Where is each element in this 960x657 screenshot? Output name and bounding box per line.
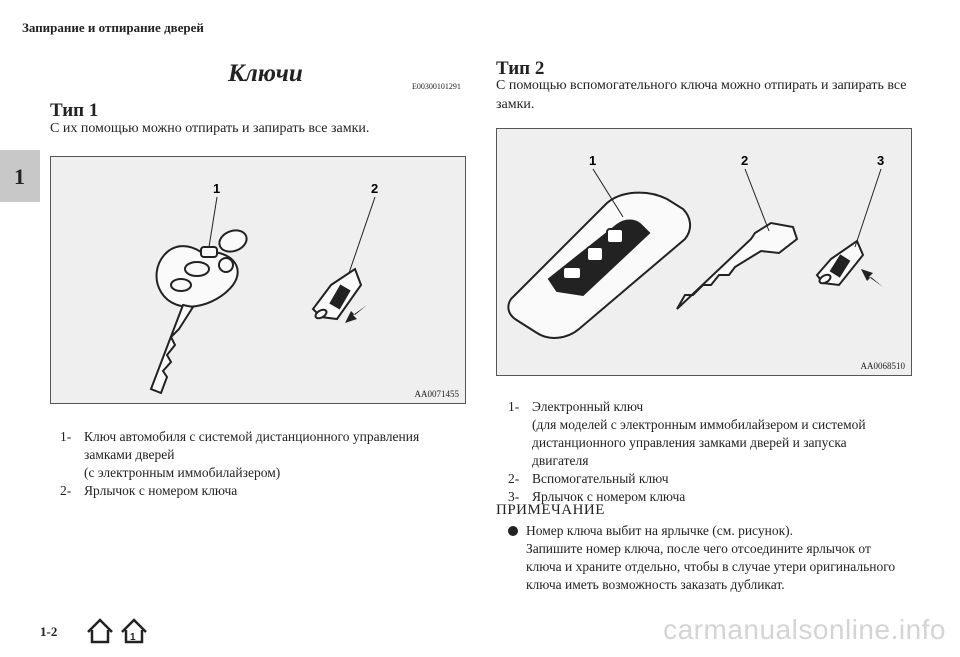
caption-item: 2- Вспомогательный ключ — [508, 471, 669, 486]
type1-description: С их помощью можно отпирать и запирать все замки. — [50, 121, 370, 136]
page-title: Ключи — [228, 60, 303, 87]
svg-text:1: 1 — [130, 632, 136, 643]
caption-item: 1- Электронный ключ (для моделей с электронным иммобилайзером и системой дистанционного управления замками дверей и запуска двигателя — [508, 399, 866, 468]
unlock-button — [185, 262, 209, 276]
trunk-button — [563, 267, 581, 279]
callout-1: 1 — [213, 181, 221, 196]
type1-key-illustration — [51, 157, 465, 403]
type2-heading: Тип 2 — [496, 58, 545, 79]
lock-button — [607, 229, 623, 243]
type1-heading: Тип 1 — [50, 100, 99, 121]
caption-item: 2- Ярлычок с номером ключа — [60, 483, 238, 498]
callout-3: 3 — [877, 153, 885, 168]
lock-button — [201, 247, 217, 257]
arrow-icon — [861, 269, 883, 287]
key-ring-loop — [216, 227, 249, 255]
figure-code: AA0071455 — [414, 389, 459, 399]
type2-captions — [508, 398, 928, 506]
arrow-icon — [345, 305, 367, 323]
callout-2: 2 — [371, 181, 379, 196]
key-number-tag — [817, 241, 863, 285]
watermark: carmanualsonline.info — [663, 614, 946, 645]
note-title: ПРИМЕЧАНИЕ — [496, 502, 605, 518]
type1-figure — [50, 156, 466, 404]
home-icon[interactable] — [88, 620, 112, 642]
auxiliary-key — [677, 223, 797, 309]
callout-2: 2 — [741, 153, 749, 168]
document-code: E00300101291 — [412, 82, 461, 91]
caption-item: 1- Ключ автомобиля с системой дистанционного управления замками дверей (с электронным иммобилайзером) — [60, 429, 420, 480]
callout-1: 1 — [589, 153, 597, 168]
note-body: Номер ключа выбит на ярлычке (см. рисунок). Запишите номер ключа, после чего отсоедините ярлычок от ключа и храните отдельно, чтобы в случае утери оригинального ключа иметь возможность заказать дубликат. — [508, 522, 928, 594]
type2-description: С помощью вспомогательного ключа можно отпирать и запирать все замки. — [496, 78, 907, 112]
type2-figure — [496, 128, 912, 376]
bullet-icon — [508, 526, 518, 536]
section-header: Запирание и отпирание дверей — [22, 20, 204, 35]
type2-key-illustration — [497, 129, 911, 375]
caption-item: 3- Ярлычок с номером ключа — [508, 489, 686, 504]
unlock-button — [587, 247, 603, 261]
chapter-number: 1 — [14, 164, 25, 189]
page-number: 1-2 — [40, 624, 58, 639]
key-number-tag — [313, 269, 361, 320]
figure-code: AA0068510 — [860, 361, 905, 371]
trunk-button — [171, 279, 191, 291]
key-blade — [151, 305, 193, 393]
type1-captions — [60, 428, 460, 500]
panic-button — [219, 258, 233, 272]
home-icons — [84, 616, 154, 644]
